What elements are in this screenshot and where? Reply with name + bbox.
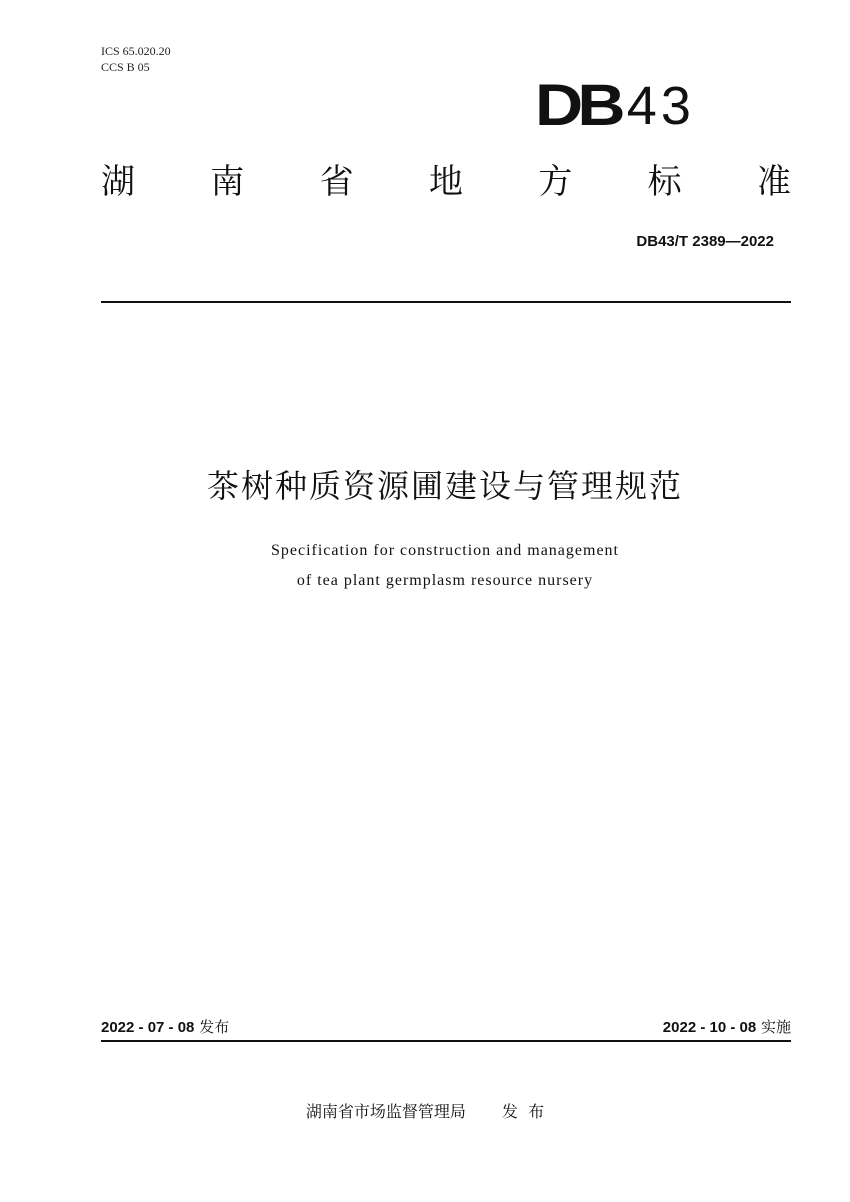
english-title-line: Specification for construction and management [270, 542, 619, 559]
heading-char: 南 [210, 162, 245, 202]
top-divider [101, 301, 791, 303]
document-title-chinese: 茶树种质资源圃建设与管理规范 [206, 467, 683, 505]
implement-label: 实施 [760, 1018, 791, 1036]
heading-char: 标 [647, 162, 682, 202]
document-title-english [0, 536, 850, 596]
issuer-line [0, 1100, 850, 1124]
ccs-code: CCS B 05 [101, 60, 150, 74]
heading-char: 地 [428, 162, 463, 202]
heading-char: 方 [538, 162, 573, 202]
heading-char: 省 [319, 162, 354, 202]
standard-type-heading [101, 158, 791, 206]
db-logo [535, 73, 695, 138]
issue-date-block [101, 1016, 229, 1039]
implement-date: 2022 - 10 - 08 [662, 1019, 757, 1036]
heading-char: 准 [756, 162, 791, 202]
implement-date-block [663, 1016, 791, 1039]
heading-char: 湖 [101, 162, 135, 202]
bottom-divider [101, 1040, 791, 1042]
issuer-name: 湖南省市场监督管理局 [305, 1102, 466, 1121]
date-row [101, 1016, 791, 1039]
english-title-line: of tea plant germplasm resource nursery [296, 572, 594, 589]
ics-code: ICS 65.020.20 [101, 44, 171, 58]
standard-number: DB43/T 2389—2022 [636, 233, 774, 250]
issuer-action: 发 布 [501, 1102, 545, 1121]
issue-label: 发布 [199, 1018, 230, 1036]
db-logo-code: 43 [626, 76, 695, 136]
issue-date: 2022 - 07 - 08 [101, 1019, 195, 1036]
db-logo-letters: DB [535, 73, 620, 138]
classification-codes [101, 43, 171, 75]
